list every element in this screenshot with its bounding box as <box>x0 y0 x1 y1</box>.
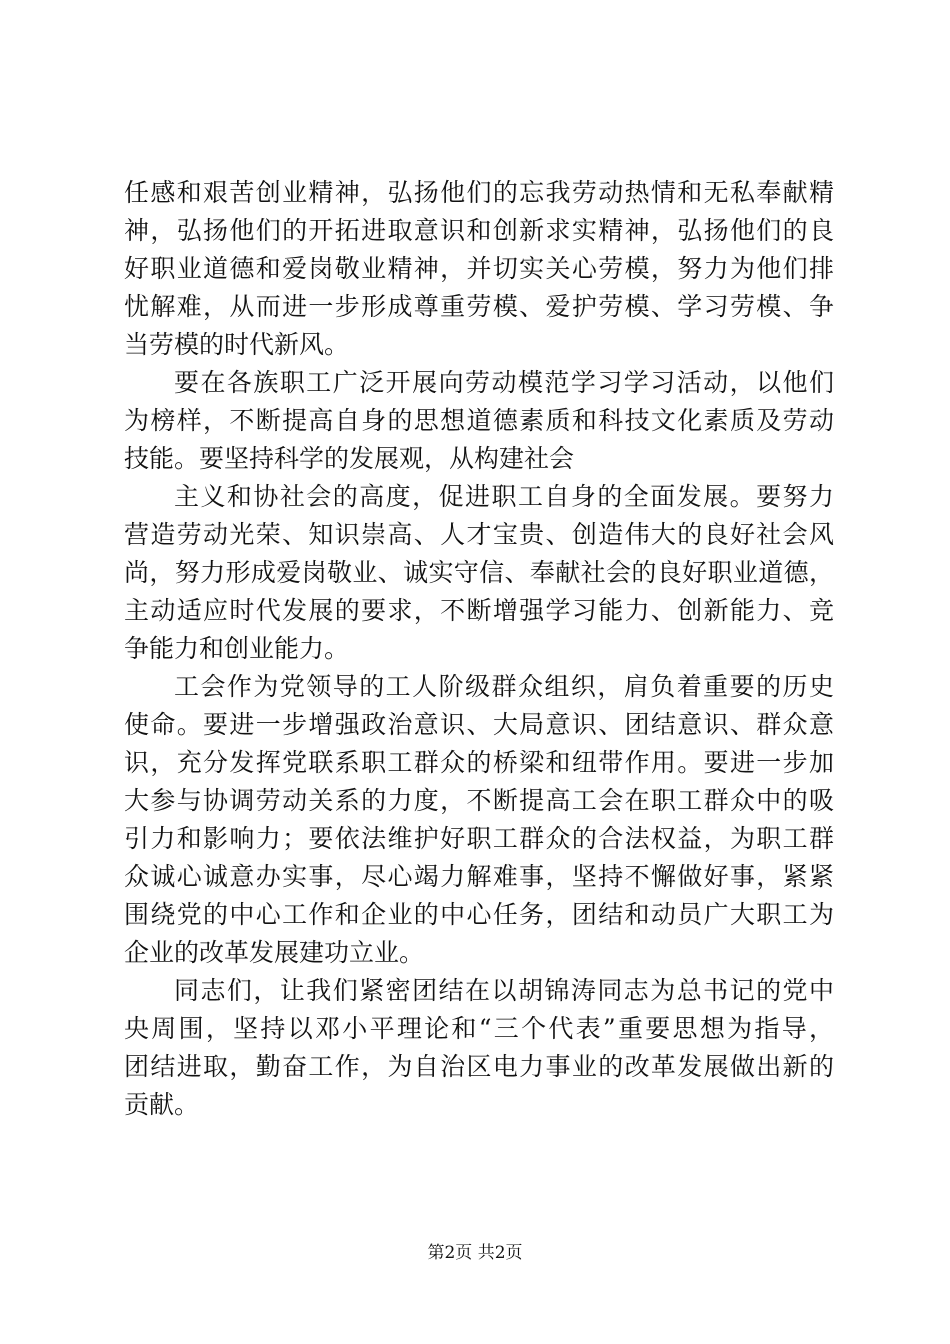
text-line: 任感和艰苦创业精神，弘扬他们的忘我劳动热情和无私奉献精 <box>124 178 834 207</box>
text-line: 忧解难，从而进一步形成尊重劳模、爱护劳模、学习劳模、争 <box>124 292 834 321</box>
text-line: 识，充分发挥党联系职工群众的桥梁和纽带作用。要进一步加 <box>124 748 834 777</box>
text-line: 当劳模的时代新风。 <box>124 330 350 359</box>
text-line: 主动适应时代发展的要求，不断增强学习能力、创新能力、竞 <box>124 596 834 625</box>
paragraph-first-line: 工会作为党领导的工人阶级群众组织，肩负着重要的历史 <box>174 672 834 701</box>
text-line: 营造劳动光荣、知识崇高、人才宝贵、创造伟大的良好社会风 <box>124 520 834 549</box>
text-line: 企业的改革发展建功立业。 <box>124 938 425 967</box>
text-line: 大参与协调劳动关系的力度，不断提高工会在职工群众中的吸 <box>124 786 834 815</box>
page-footer <box>0 1242 950 1264</box>
text-line: 围绕党的中心工作和企业的中心任务，团结和动员广大职工为 <box>124 900 834 929</box>
text-line: 技能。要坚持科学的发展观，从构建社会 <box>124 444 575 473</box>
text-line: 神，弘扬他们的开拓进取意识和创新求实精神，弘扬他们的良 <box>124 216 834 245</box>
paragraph-first-line: 同志们，让我们紧密团结在以胡锦涛同志为总书记的党中 <box>174 976 834 1005</box>
text-line: 尚，努力形成爱岗敬业、诚实守信、奉献社会的良好职业道德， <box>124 558 834 587</box>
text-line: 争能力和创业能力。 <box>124 634 350 663</box>
page-number: 第2页 共2页 <box>427 1243 523 1263</box>
text-line: 贡献。 <box>124 1090 200 1119</box>
text-line: 好职业道德和爱岗敬业精神，并切实关心劳模，努力为他们排 <box>124 254 834 283</box>
text-line: 众诚心诚意办实事，尽心竭力解难事，坚持不懈做好事，紧紧 <box>124 862 834 891</box>
text-line: 为榜样，不断提高自身的思想道德素质和科技文化素质及劳动 <box>124 406 834 435</box>
text-line: 使命。要进一步增强政治意识、大局意识、团结意识、群众意 <box>124 710 834 739</box>
paragraph-first-line: 主义和协社会的高度，促进职工自身的全面发展。要努力 <box>174 482 834 511</box>
body-text <box>124 174 834 1124</box>
paragraph-first-line: 要在各族职工广泛开展向劳动模范学习学习活动，以他们 <box>174 368 834 397</box>
text-line: 引力和影响力；要依法维护好职工群众的合法权益，为职工群 <box>124 824 834 853</box>
text-line: 央周围，坚持以邓小平理论和“三个代表”重要思想为指导， <box>124 1014 834 1043</box>
text-line: 团结进取，勤奋工作，为自治区电力事业的改革发展做出新的 <box>124 1052 834 1081</box>
